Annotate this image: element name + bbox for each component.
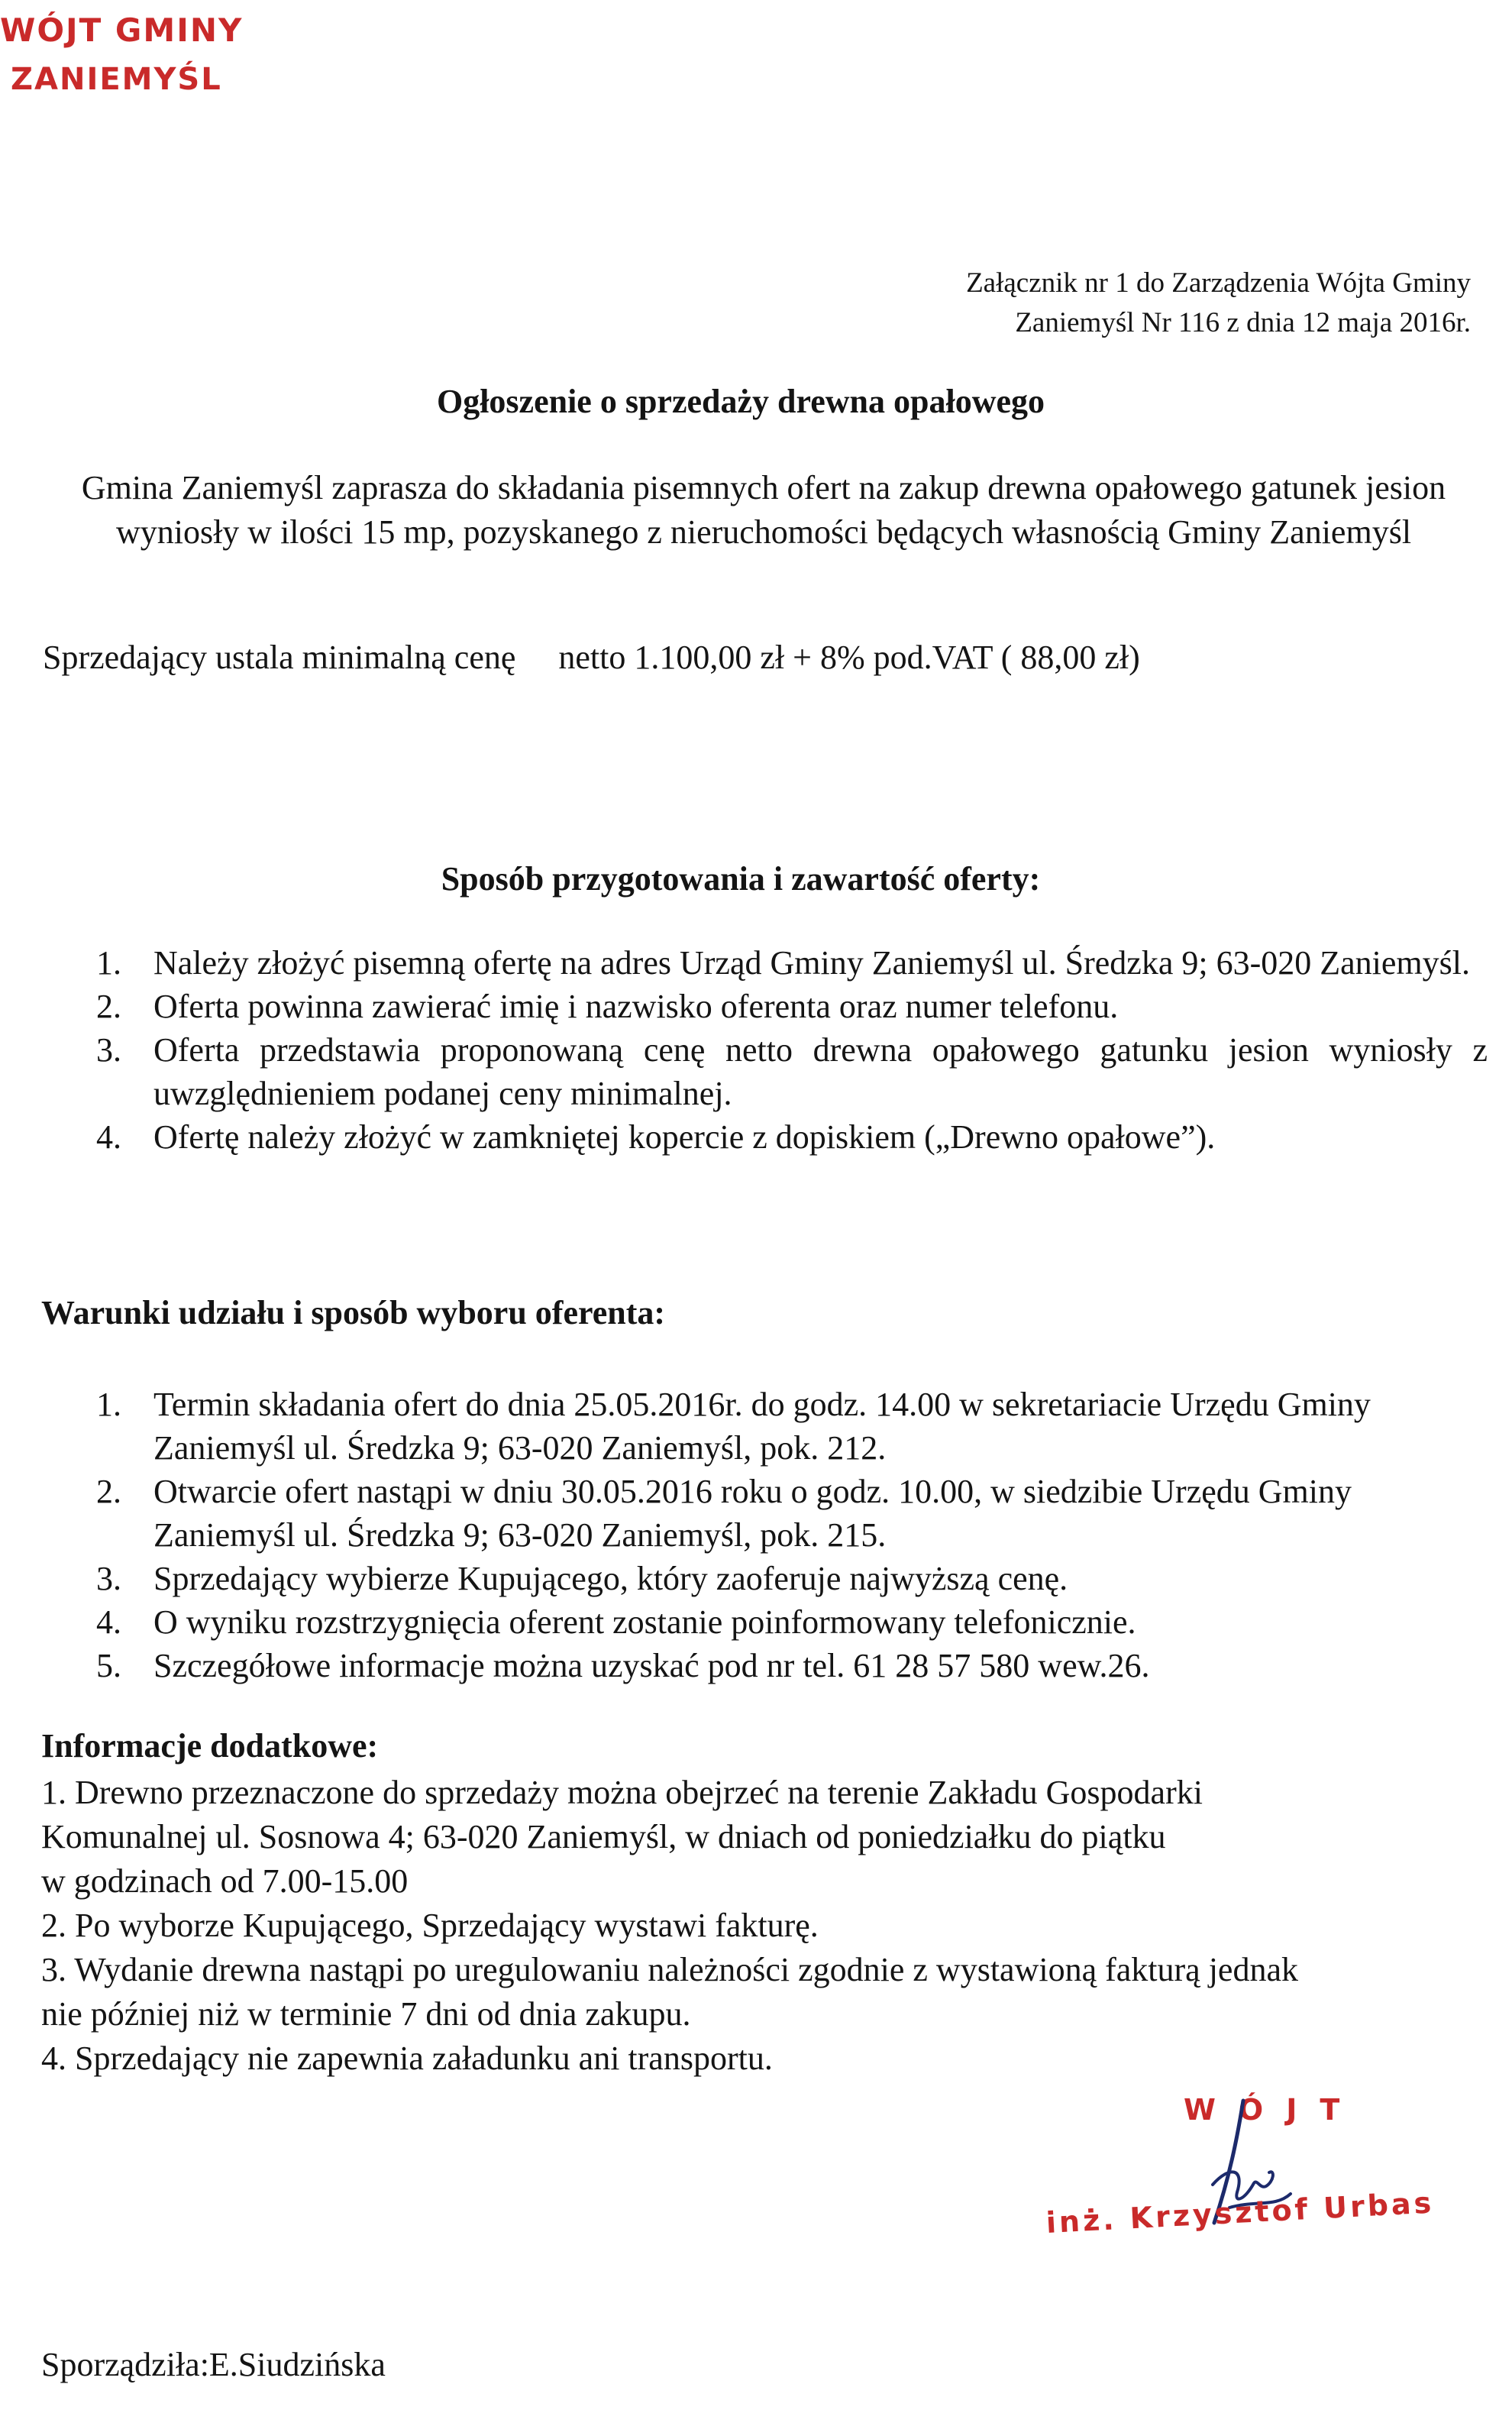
reference-line-2: Zaniemyśl Nr 116 z dnia 12 maja 2016r. — [1015, 307, 1471, 338]
attachment-reference — [783, 264, 1471, 343]
list-item — [96, 1115, 1488, 1159]
list-item — [96, 1600, 1440, 1644]
additional-line: 1. Drewno przeznaczone do sprzedaży można obejrzeć na terenie Zakładu Gospodarki — [41, 1774, 1203, 1811]
stamp-line-2: ZANIEMYŚL — [11, 62, 222, 97]
preparation-heading: Sposób przygotowania i zawartość oferty: — [441, 860, 1041, 898]
conditions-heading: Warunki udziału i sposób wyboru oferenta: — [41, 1294, 666, 1331]
stamp-line-1: WÓJT GMINY — [0, 11, 244, 49]
item-text: Należy złożyć pisemną ofertę na adres Urząd Gminy Zaniemyśl ul. Średzka 9; 63-020 Zaniemyśl. — [153, 944, 1470, 982]
price-label: Sprzedający ustala minimalną cenę — [43, 639, 516, 676]
list-item — [96, 1028, 1488, 1115]
list-item — [96, 985, 1488, 1028]
additional-line: w godzinach od 7.00-15.00 — [41, 1862, 409, 1900]
preparation-list — [96, 941, 1488, 1159]
list-item — [96, 1557, 1440, 1600]
item-number: 5. — [96, 1647, 121, 1684]
intro-paragraph: Gmina Zaniemyśl zaprasza do składania pisemnych ofert na zakup drewna opałowego gatunek jesion wyniosły w ilości 15 mp, pozyskanego z nieruchomości będących własnością Gminy Zaniemyśl — [81, 469, 1446, 551]
item-text: Oferta powinna zawierać imię i nazwisko oferenta oraz numer telefonu. — [153, 988, 1119, 1025]
list-item — [96, 1644, 1440, 1687]
minimum-price — [43, 638, 1140, 677]
item-text: O wyniku rozstrzygnięcia oferent zostanie poinformowany telefonicznie. — [153, 1603, 1136, 1641]
item-text: Ofertę należy złożyć w zamkniętej kopercie z dopiskiem („Drewno opałowe”). — [153, 1118, 1216, 1156]
item-number: 1. — [96, 1386, 121, 1423]
list-item — [96, 941, 1488, 985]
additional-info-heading: Informacje dodatkowe: — [41, 1727, 379, 1765]
office-stamp — [0, 6, 336, 104]
item-number: 4. — [96, 1118, 121, 1156]
additional-line: Komunalnej ul. Sosnowa 4; 63-020 Zaniemyśl, w dniach od poniedziałku do piątku — [41, 1818, 1166, 1855]
signature-stamp — [1046, 2093, 1474, 2269]
item-number: 2. — [96, 1473, 121, 1510]
item-number: 2. — [96, 988, 121, 1025]
signature-office: WÓJT — [1184, 2093, 1363, 2127]
list-item — [96, 1470, 1440, 1557]
reference-line-1: Załącznik nr 1 do Zarządzenia Wójta Gminy — [966, 267, 1471, 299]
item-text: Szczegółowe informacje można uzyskać pod nr tel. 61 28 57 580 wew.26. — [153, 1647, 1150, 1684]
signatory-name: inż. Krzysztof Urbas — [1045, 2185, 1436, 2240]
additional-line: 2. Po wyborze Kupującego, Sprzedający wystawi fakturę. — [41, 1907, 819, 1944]
item-number: 1. — [96, 944, 121, 982]
list-item — [96, 1383, 1440, 1470]
item-text: Termin składania ofert do dnia 25.05.2016r. do godz. 14.00 w sekretariacie Urzędu Gminy Zaniemyśl ul. Średzka 9; 63-020 Zaniemyśl, pok. 212. — [153, 1386, 1371, 1467]
additional-line: 3. Wydanie drewna nastąpi po uregulowaniu należności zgodnie z wystawioną fakturą jednak — [41, 1951, 1298, 1988]
document-title: Ogłoszenie o sprzedaży drewna opałowego — [436, 383, 1045, 420]
item-number: 4. — [96, 1603, 121, 1641]
item-number: 3. — [96, 1560, 121, 1597]
conditions-list — [96, 1383, 1440, 1687]
prepared-by: Sporządziła:E.Siudzińska — [41, 2346, 386, 2383]
item-number: 3. — [96, 1031, 121, 1069]
item-text: Sprzedający wybierze Kupującego, który zaoferuje najwyższą cenę. — [153, 1560, 1068, 1597]
item-text: Otwarcie ofert nastąpi w dniu 30.05.2016 roku o godz. 10.00, w siedzibie Urzędu Gminy Zaniemyśl ul. Średzka 9; 63-020 Zaniemyśl, pok. 215. — [153, 1473, 1352, 1554]
additional-info — [41, 1771, 1492, 2081]
additional-line: nie później niż w terminie 7 dni od dnia zakupu. — [41, 1995, 691, 2033]
item-text: Oferta przedstawia proponowaną cenę netto drewna opałowego gatunku jesion wyniosły z uwzględnieniem podanej ceny minimalnej. — [153, 1031, 1488, 1112]
price-value: netto 1.100,00 zł + 8% pod.VAT ( 88,00 zł) — [558, 639, 1140, 676]
additional-line: 4. Sprzedający nie zapewnia załadunku ani transportu. — [41, 2040, 773, 2077]
